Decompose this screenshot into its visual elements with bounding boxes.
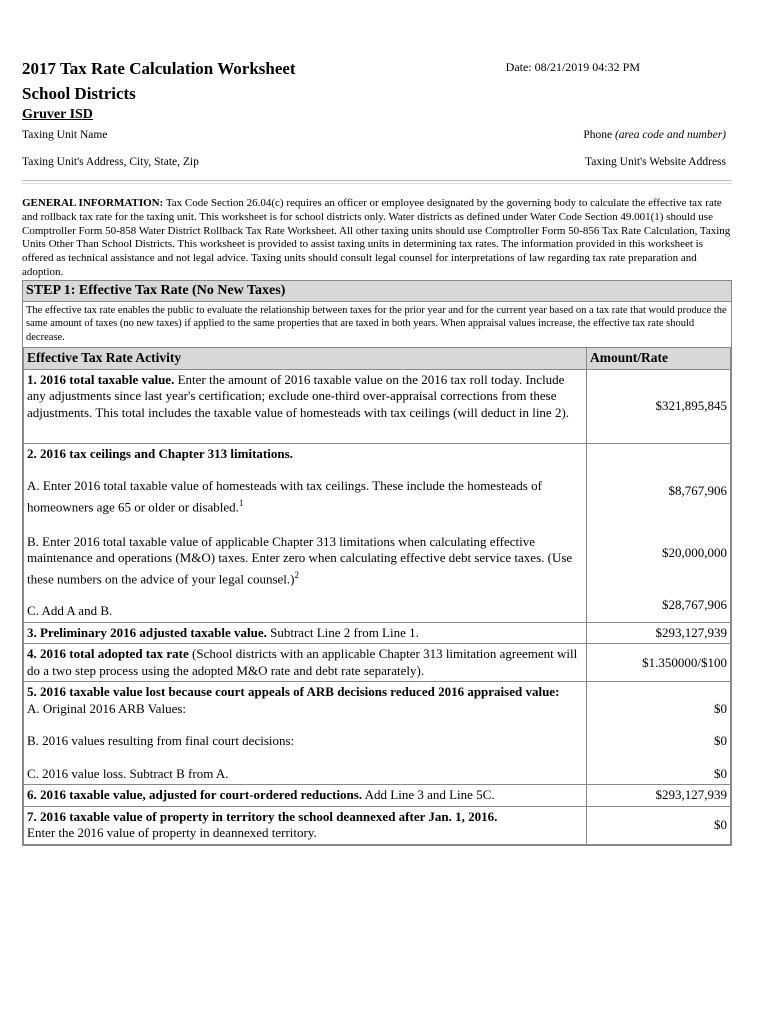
line6-amount: $293,127,939 — [587, 785, 731, 807]
line2b-footnote: 2 — [294, 569, 299, 580]
address-label: Taxing Unit's Address, City, State, Zip — [22, 156, 199, 168]
line4-amount: $1.350000/$100 — [587, 644, 731, 682]
general-information-lead: GENERAL INFORMATION: — [22, 197, 164, 209]
table-row-line5c — [24, 752, 731, 785]
table-row-line2b — [24, 518, 731, 590]
table-row-line2c — [24, 589, 731, 622]
general-information-text: Tax Code Section 26.04(c) requires an officer or employee designated by the governing body to calculate the effective tax rate and rollback tax rate for the taxing unit. This worksheet is for school districts only. Water districts as defined under Water Code Section 49.001(1) should use Comptroller Form 50-858 Water District Rollback Tax Rate Worksheet. All other taxing units should use Comptroller Form 50-856 Tax Rate Calculation, Taxing Units Other Than School Districts. This worksheet is provided to assist taxing units in determining tax rates. The information provided in this worksheet is offered as technical assistance and not legal advice. Taxing units should consult legal counsel for interpretations of law regarding tax rate preparation and adoption. — [22, 197, 731, 278]
step1-description: The effective tax rate enables the public to evaluate the relationship between taxes for the prior year and for the current year based on a tax rate that would produce the same amount of taxes (no new taxes) if applied to the same properties that are taxed in both years. When appraisal values increase, the effective tax rate should decrease. — [26, 304, 727, 343]
line5-title: 5. 2016 taxable value lost because court appeals of ARB decisions reduced 2016 appraised value: — [27, 684, 560, 700]
website-label: Taxing Unit's Website Address — [585, 156, 726, 168]
step1-heading: STEP 1: Effective Tax Rate (No New Taxes) — [23, 281, 731, 302]
line7-title: 7. 2016 taxable value of property in territory the school deannexed after Jan. 1, 2016. — [27, 808, 498, 824]
table-row-line5 — [24, 682, 731, 720]
line3-title: 3. Preliminary 2016 adjusted taxable value. — [27, 624, 267, 640]
line2c-text: C. Add A and B. — [24, 589, 587, 622]
phone-label: Phone — [583, 129, 613, 141]
line7-text: Enter the 2016 value of property in deannexed territory. — [27, 825, 317, 841]
line3-text: Subtract Line 2 from Line 1. — [266, 624, 419, 640]
worksheet-page — [22, 56, 732, 846]
taxing-unit-name-label: Taxing Unit Name — [22, 129, 108, 141]
name-phone-row — [22, 129, 732, 141]
line2a-footnote: 1 — [238, 497, 244, 508]
line2a-amount: $8,767,906 — [587, 464, 731, 517]
page-subtitle: School Districts — [22, 84, 136, 103]
line1-text: Enter the amount of 2016 taxable value on the 2016 tax roll today. Include any adjustments since last year's certification; exclude one-third over-appraisal corrections from these adjustments. This total includes the taxable value of homesteads with tax ceilings (will deduct in line 2). — [27, 371, 570, 420]
taxing-unit-name: Gruver ISD — [22, 107, 93, 122]
line2-title: 2. 2016 tax ceilings and Chapter 313 limitations. — [27, 445, 293, 461]
line6-title: 6. 2016 taxable value, adjusted for court-ordered reductions. — [27, 787, 363, 803]
col-amount-header: Amount/Rate — [587, 348, 731, 370]
header-row — [22, 56, 732, 106]
line2b-amount: $20,000,000 — [587, 518, 731, 590]
table-row-line6 — [24, 785, 731, 807]
line5c-amount: $0 — [587, 752, 731, 785]
line4-title: 4. 2016 total adopted tax rate — [27, 646, 189, 662]
line3-amount: $293,127,939 — [587, 622, 731, 644]
table-row-line2a — [24, 464, 731, 517]
page-title: 2017 Tax Rate Calculation Worksheet — [22, 59, 296, 78]
table-row-line5b — [24, 719, 731, 752]
line1-amount: $321,895,845 — [587, 369, 731, 443]
date-stamp: Date: 08/21/2019 04:32 PM — [505, 60, 640, 74]
line2a-text: A. Enter 2016 total taxable value of homesteads with tax ceilings. These include the homesteads of homeowners age 65 or older or disabled. — [27, 478, 542, 515]
title-block — [22, 56, 296, 106]
line5a-amount: $0 — [587, 682, 731, 720]
line1-title: 1. 2016 total taxable value. — [27, 371, 175, 387]
phone-field — [583, 129, 726, 141]
line2c-amount: $28,767,906 — [587, 589, 731, 622]
line5b-amount: $0 — [587, 719, 731, 752]
line5a-text: A. Original 2016 ARB Values: — [27, 700, 187, 716]
line5c-text: C. 2016 value loss. Subtract B from A. — [24, 752, 587, 785]
table-row-line2 — [24, 443, 731, 464]
table-row-line1 — [24, 369, 731, 443]
line5b-text: B. 2016 values resulting from final court decisions: — [24, 719, 587, 752]
line7-amount: $0 — [587, 806, 731, 844]
table-row-line3 — [24, 622, 731, 644]
phone-hint: (area code and number) — [614, 129, 726, 141]
header-divider — [22, 180, 732, 184]
address-website-row — [22, 156, 732, 168]
table-row-line4 — [24, 644, 731, 682]
general-information — [22, 197, 732, 280]
table-row-line7 — [24, 806, 731, 844]
line2b-text: B. Enter 2016 total taxable value of applicable Chapter 313 limitations when calculating effective maintenance and operations (M&O) taxes. Enter zero when calculating effective debt service taxes. (Use these numbers on the advice of your legal counsel.) — [27, 533, 573, 586]
line6-text: Add Line 3 and Line 5C. — [362, 787, 495, 803]
col-activity-header: Effective Tax Rate Activity — [24, 348, 587, 370]
line4-text: (School districts with an applicable Chapter 313 limitation agreement will do a two step process using the adopted M&O rate and debt rate separately). — [27, 646, 578, 678]
table-header-row — [24, 348, 731, 370]
effective-tax-rate-table — [23, 347, 731, 845]
step1-section — [22, 280, 732, 846]
